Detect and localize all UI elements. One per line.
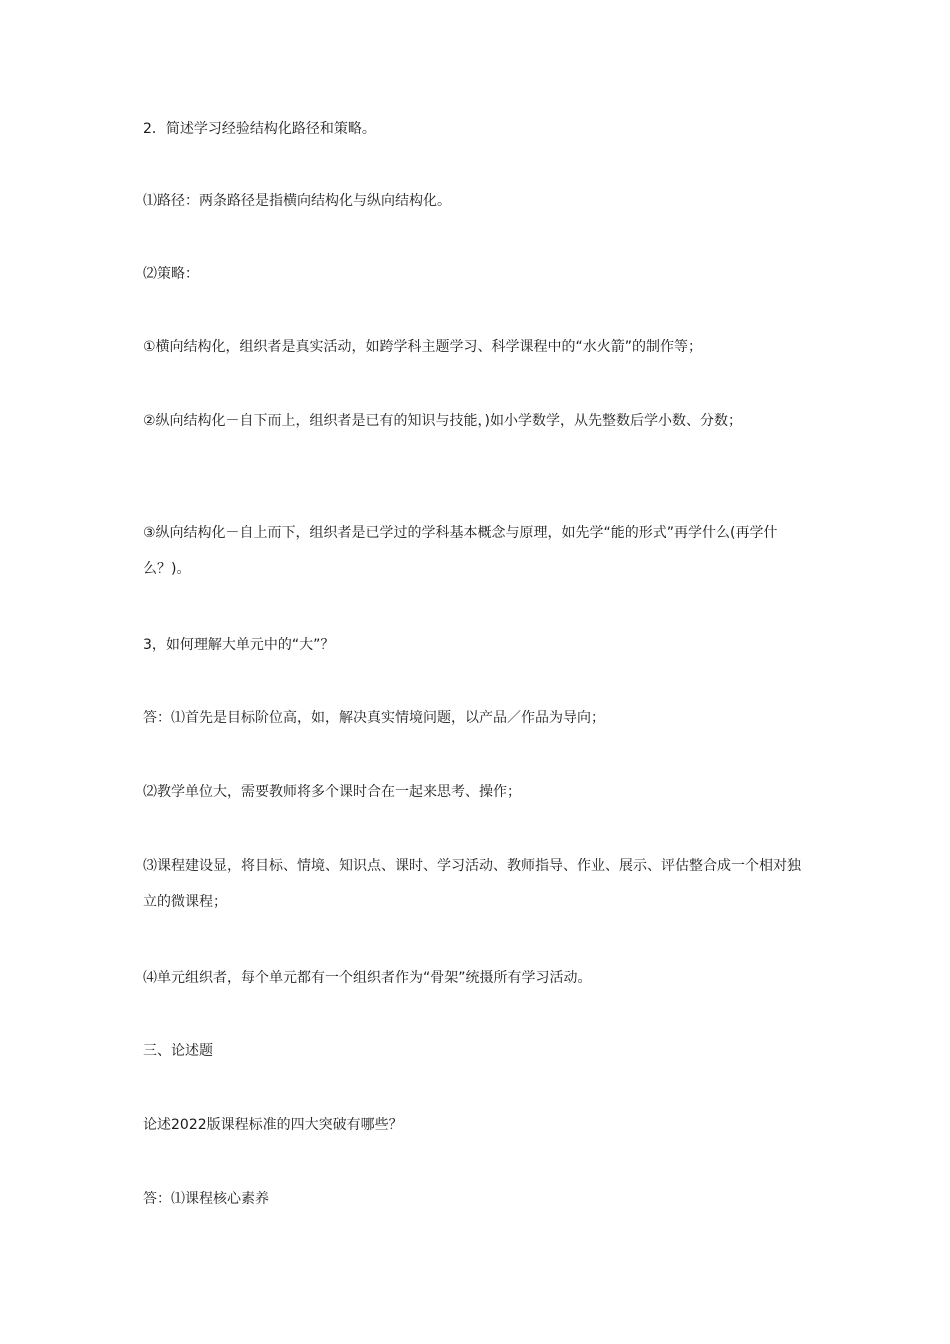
answer-3-point-3: ⑶课程建设显，将目标、情境、知识点、课时、学习活动、教师指导、作业、展示、评估整合成一个相对独立的微课程；: [143, 858, 801, 910]
answer-3-point-1: 答：⑴首先是目标阶位高，如，解决真实情境问题，以产品／作品为导向；: [143, 710, 605, 726]
essay-answer-start: 答：⑴课程核心素养: [143, 1191, 269, 1207]
strategy-item-2: ②纵向结构化－自下而上，组织者是已有的知识与技能，)如小学数学，从先整数后学小数、分数；: [143, 413, 743, 429]
strategy-item-1: ①横向结构化，组织者是真实活动，如跨学科主题学习、科学课程中的“水火箭”的制作等；: [143, 339, 703, 355]
answer-3-point-2: ⑵教学单位大，需要教师将多个课时合在一起来思考、操作；: [143, 784, 521, 800]
question-2-title: 2．简述学习经验结构化路径和策略。: [143, 121, 376, 137]
strategy-item-3: ③纵向结构化－自上而下，组织者是已学过的学科基本概念与原理，如先学“能的形式”再学什么(再学什么？)。: [143, 525, 778, 577]
answer-path: ⑴路径：两条路径是指横向结构化与纵向结构化。: [143, 193, 451, 209]
question-3-title: 3，如何理解大单元中的“大”？: [143, 637, 335, 653]
essay-question: 论述2022版课程标准的四大突破有哪些？: [143, 1117, 403, 1133]
answer-3-point-4: ⑷单元组织者，每个单元都有一个组织者作为“骨架”统摄所有学习活动。: [143, 970, 592, 986]
section-3-heading: 三、论述题: [143, 1043, 213, 1059]
answer-strategy-heading: ⑵策略：: [143, 266, 199, 282]
